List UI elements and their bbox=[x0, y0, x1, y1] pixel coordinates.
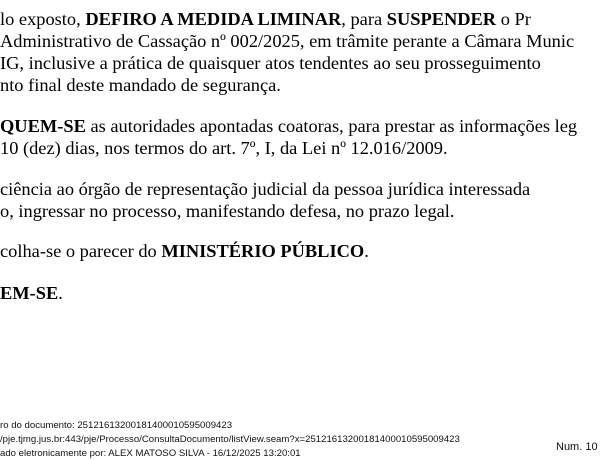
p4-bold-ministerio: MINISTÉRIO PÚBLICO bbox=[161, 241, 365, 261]
p1-text-a: lo exposto, bbox=[0, 9, 86, 29]
paragraph-1-line-4: nto final deste mandado de segurança. bbox=[0, 75, 281, 95]
p1-bold-defiro: DEFIRO A MEDIDA LIMINAR bbox=[85, 9, 342, 29]
p4-text-c: . bbox=[364, 241, 369, 261]
p1-text-e: o Pr bbox=[496, 9, 531, 29]
p4-text-a: colha-se o parecer do bbox=[0, 241, 162, 261]
p5-bold-intimem: EM-SE bbox=[0, 283, 59, 303]
paragraph-4 bbox=[0, 240, 369, 262]
footer-document-number: ro do documento: 25121613200181400010595009423 bbox=[0, 420, 233, 431]
p2-bold-notifiquem: QUEM-SE bbox=[0, 116, 86, 136]
p1-text-c: , para bbox=[341, 9, 387, 29]
paragraph-1-line-1 bbox=[0, 8, 531, 30]
paragraph-1-line-3: IG, inclusive a prática de quaisquer atos tendentes ao seu prosseguimento bbox=[0, 53, 541, 73]
footer-page-number: Num. 10 bbox=[556, 441, 598, 453]
paragraph-5 bbox=[0, 282, 63, 304]
paragraph-3-line-1: ciência ao órgão de representação judicial da pessoa jurídica interessada bbox=[0, 179, 531, 199]
p2-text-b: as autoridades apontadas coatoras, para prestar as informações leg bbox=[85, 116, 578, 136]
footer-document-url[interactable]: /pje.tjmg.jus.br:443/pje/Processo/ConsultaDocumento/listView.seam?x=25121613200181400010595009423 bbox=[0, 434, 460, 445]
p1-bold-suspender: SUSPENDER bbox=[386, 9, 497, 29]
paragraph-3-line-2: o, ingressar no processo, manifestando defesa, no prazo legal. bbox=[0, 201, 455, 221]
paragraph-2-line-1 bbox=[0, 115, 577, 137]
p5-text-b: . bbox=[58, 283, 63, 303]
paragraph-1-line-2: Administrativo de Cassação nº 002/2025, em trâmite perante a Câmara Munic bbox=[0, 31, 575, 51]
footer-signature: ado eletronicamente por: ALEX MATOSO SILVA - 16/12/2025 13:20:01 bbox=[0, 448, 301, 459]
paragraph-2-line-2: 10 (dez) dias, nos termos do art. 7º, I, da Lei nº 12.016/2009. bbox=[0, 138, 448, 158]
